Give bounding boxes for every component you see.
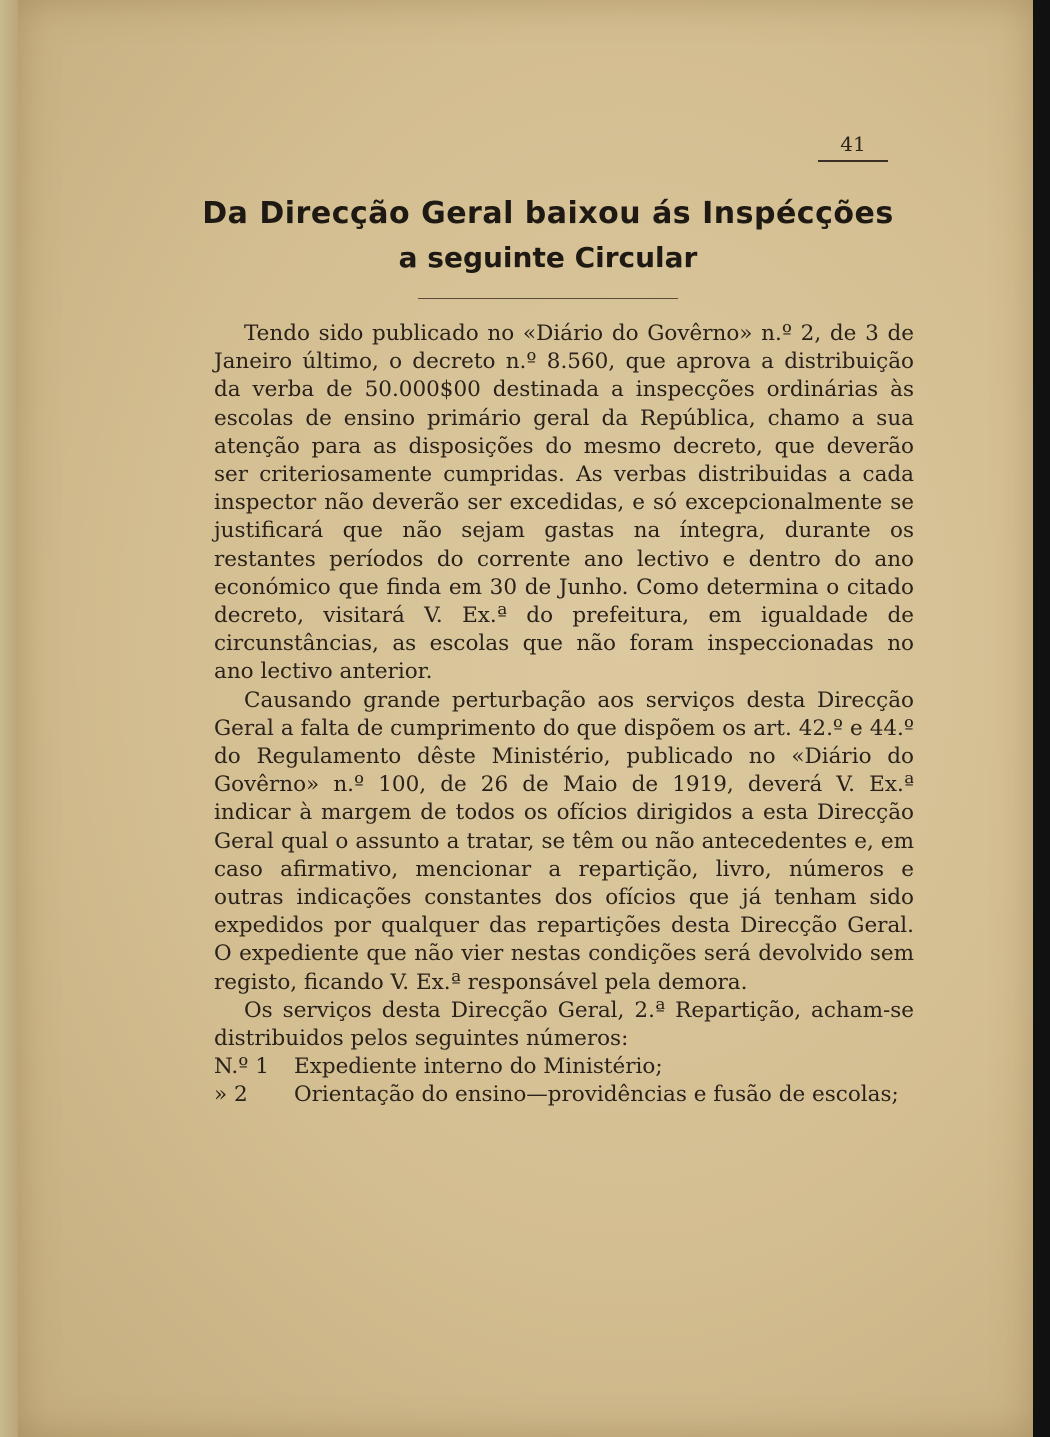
- scan-left-edge: [0, 0, 18, 1437]
- list-item-text: Orientação do ensino—providências e fusão de escolas;: [294, 1082, 899, 1108]
- page-number: 41: [818, 132, 888, 162]
- list-item: [214, 1053, 914, 1081]
- list-item-number: N.º 1: [214, 1054, 269, 1080]
- paragraph-1: Tendo sido publicado no «Diário do Govêrno» n.º 2, de 3 de Janeiro último, o decreto n.º 8.560, que aprova a distribuição da verba de 50.000$00 destinada a inspecções ordinárias às escolas de ensino primário geral da República, chamo a sua atenção para as disposições do mesmo decreto, que deverão ser criteriosamente cumpridas. As verbas distribuidas a cada inspector não deverão ser excedidas, e só excepcionalmente se justificará que não sejam gastas na íntegra, durante os restantes períodos do corrente ano lectivo e dentro do ano económico que finda em 30 de Junho. Como determina o citado decreto, visitará V. Ex.ª do prefeitura, em igualdade de circunstâncias, as escolas que não foram inspeccionadas no ano lectivo anterior.: [214, 321, 914, 685]
- document-page: [18, 0, 1033, 1437]
- list-item-number: » 2: [214, 1082, 248, 1108]
- heading-line-2: a seguinte Circular: [398, 241, 698, 274]
- service-number-list: [214, 1053, 914, 1109]
- paragraph-2: Causando grande perturbação aos serviços desta Direcção Geral a falta de cumprimento do que dispõem os art. 42.º e 44.º do Regulamento dêste Ministério, publicado no «Diário do Govêrno» n.º 100, de 26 de Maio de 1919, deverá V. Ex.ª indicar à margem de todos os ofícios dirigidos a esta Direcção Geral qual o assunto a tratar, se têm ou não antecedentes e, em caso afirmativo, mencionar a repartição, livro, números e outras indicações constantes dos ofícios que já tenham sido expedidos por qualquer das repartições desta Direcção Geral. O expediente que não vier nestas condições será devolvido sem registo, ficando V. Ex.ª responsável pela demora.: [214, 687, 914, 995]
- circular-heading: [168, 192, 928, 280]
- circular-body: [214, 320, 914, 1110]
- list-item-text: Expediente interno do Ministério;: [294, 1054, 663, 1080]
- heading-divider: [418, 298, 678, 299]
- paragraph-3: Os serviços desta Direcção Geral, 2.ª Repartição, acham-se distribuidos pelos seguintes números:: [214, 997, 914, 1052]
- heading-line-1: Da Direcção Geral baixou ás Inspécções: [202, 196, 894, 231]
- list-item: [214, 1081, 914, 1109]
